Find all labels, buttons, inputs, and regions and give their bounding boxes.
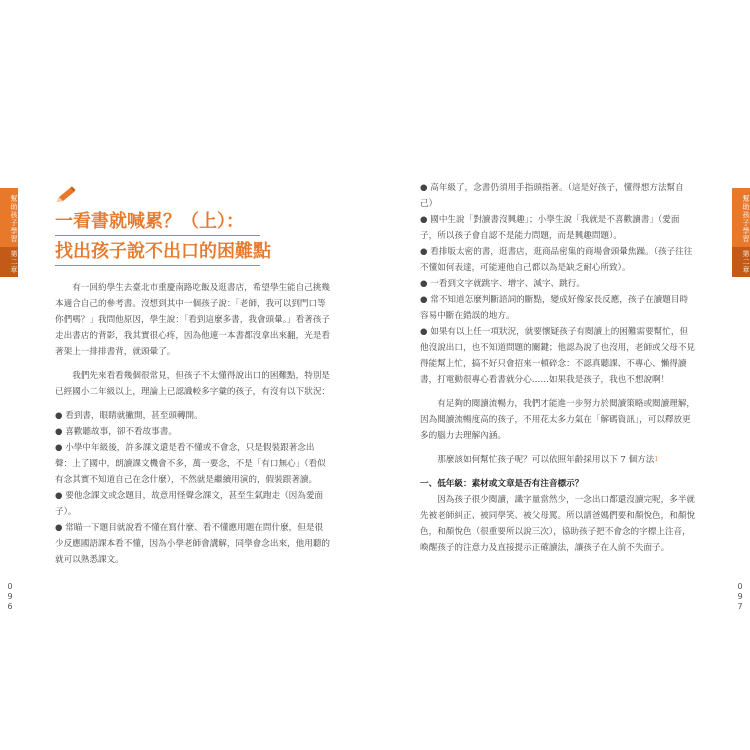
pencil-icon xyxy=(55,186,77,204)
paragraph: 有一回約學生去臺北市重慶南路吃飯及逛書店，希望學生能自己挑幾本適合自己的參考書。沒想到其中一個孩子說：「老師，我可以到門口等你們嗎？」我問他原因，學生說：「看到這麼多書，我會頭暈。」看著孩子走出書店的背影，我其實很心疼，因為他連一本書都沒拿出來翻，光是看著架上一排排書背，就頭暈了。 xyxy=(55,283,331,357)
series-tab: 幫助孩子學習 xyxy=(732,188,750,249)
bullet-item: ● 高年級了，念書仍須用手指頭指著。（這是好孩子，懂得想方法幫自己） xyxy=(420,183,684,209)
chapter-tab: 第二章 xyxy=(0,247,18,277)
paragraph: 有足夠的閱讀流暢力，我們才能進一步努力於閱讀策略或閱讀理解，因為閱讀流暢度高的孩子，不用花太多力氣在「解碼資訊」，可以釋放更多的腦力去理解內涵。 xyxy=(420,399,696,441)
title-underline xyxy=(55,265,260,266)
bullet-item: ● 小學中年級後，許多課文還是看不懂或不會念，只是假裝跟著念出聲：上了國中，朗讀課文機會不多，萬一要念，不是「有口無心」（看似有念其實不知道自己在念什麼），不然就是繼續用演的，假裝跟著讀。 xyxy=(55,443,326,485)
bullet-item: ● 要他念課文或念題目，故意用怪聲念課文，甚至生氣跑走（因為愛面子）。 xyxy=(55,491,324,517)
chapter-tab: 第二章 xyxy=(732,247,750,277)
right-body xyxy=(420,180,695,564)
paragraph: 因為孩子很少閱讀，識字量當然少，一念出口都還沒讀完呢，多半就先被老師糾正、被同學笑、被父母罵。所以請爸媽們要和顏悅色，和顏悅色，和顏悅色（很重要所以說三次），協助孩子把不會念的字標上注音，喚醒孩子的注意力及直接提示正確讀法，讓孩子在人前不失面子。 xyxy=(420,495,696,553)
chapter-title-line1: 一看書就喊累？（上）： xyxy=(55,211,244,232)
section-heading: 一、低年級：素材或文章是否有注音標示？ xyxy=(420,479,584,489)
bullet-item: ● 國中生說「對讀書沒興趣」；小學生說「我就是不喜歡讀書」（愛面子，所以孩子會自認不是能力問題，而是興趣問題）。 xyxy=(420,215,680,241)
bullet-item: ● 如果有以上任一項狀況，就要懷疑孩子有閱讀上的困難需要幫忙，但他沒說出口，也不知道問題的關鍵；他認為說了也沒用，老師或父母不見得能幫上忙，搞不好只會招來一頓碎念：不認真聽課、不專心、懶得讀書，打電動很專心看書就分心……如果我是孩子，我也不想說啊！ xyxy=(420,327,696,385)
series-tab: 幫助孩子學習 xyxy=(0,188,18,249)
chapter-title-line2: 找出孩子說不出口的困難點 xyxy=(55,241,271,262)
title-underline xyxy=(55,235,260,236)
bullet-item: ● 看排版太密的書，逛書店，逛商品密集的商場會頭暈焦躁。（孩子往往不懂如何表達，可能連他自己都以為是缺乏耐心所致）。 xyxy=(420,247,693,273)
bullet-item: ● 看到書，眼睛就撇開，甚至頭轉開。 xyxy=(55,411,203,421)
bullet-item: ● 喜歡聽故事，卻不看故事書。 xyxy=(55,427,177,437)
paragraph: 我們先來看看幾個很常見，但孩子不太懂得說出口的困難點，特別是已經國小二年級以上，理論上已認識較多字彙的孩子，有沒有以下狀況： xyxy=(55,371,331,397)
bullet-item: ● 常瞄一下題目就說看不懂在寫什麼、看不懂應用題在問什麼，但是很少反應國語課本看不懂，因為小學老師會講解，同學會念出來，他用聽的就可以熟悉課文。 xyxy=(55,523,331,565)
page-number: 097 xyxy=(737,582,743,611)
page-number: 096 xyxy=(7,582,13,611)
paragraph-text: 那麼該如何幫忙孩子呢？可以依照年齡採用以下 7 個方法 xyxy=(437,455,655,465)
bullet-item: ● 常不知道怎麼判斷語詞的斷點，變成好像家長反應，孩子在讀題目時容易中斷在錯誤的地方。 xyxy=(420,295,689,321)
paragraph xyxy=(420,452,695,468)
footnote-mark: 1 xyxy=(654,456,659,463)
bullet-item: ● 一看到文字就跳字、增字、減字、跳行。 xyxy=(420,279,585,289)
left-body xyxy=(55,280,330,568)
